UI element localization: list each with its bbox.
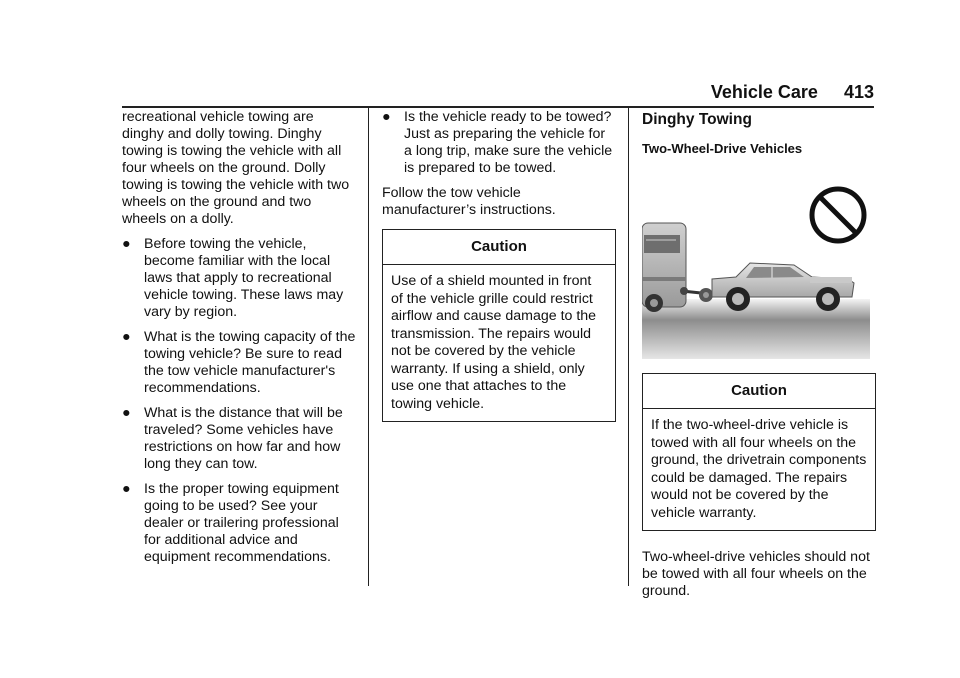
rv-icon (642, 223, 686, 312)
towing-illustration-svg (642, 179, 870, 359)
section-heading: Dinghy Towing (642, 111, 752, 128)
bullet-marker: ● (122, 236, 131, 252)
bullet-marker: ● (122, 329, 131, 345)
prohibited-icon (812, 189, 864, 241)
bullet-item (122, 236, 356, 321)
bullet-marker: ● (122, 405, 131, 421)
header-rule (122, 106, 874, 108)
page-number: 413 (843, 82, 874, 102)
bullet-text: Is the vehicle ready to be towed? Just as preparing the vehicle for a long trip, make sure the vehicle is prepared to be towed. (404, 109, 613, 176)
caution-box (642, 373, 876, 531)
caution-body: Use of a shield mounted in front of the vehicle grille could restrict airflow and cause damage to the transmission. The repairs would not be covered by the vehicle warranty. If using a shield, only use one that attaches to the towing vehicle. (391, 273, 597, 412)
bullet-item (122, 329, 356, 397)
bullet-marker: ● (122, 481, 131, 497)
bullet-item (382, 109, 616, 177)
intro-paragraph: recreational vehicle towing are dinghy and dolly towing. Dinghy towing is towing the vehicle with all four wheels on the ground. Dolly towing is towing the vehicle with two wheels on the ground and two wheels on a dolly. (122, 109, 350, 227)
section-title: Vehicle Care (710, 82, 818, 102)
bullet-text: What is the towing capacity of the towing vehicle? Be sure to read the tow vehicle manufacturer's recommendations. (144, 329, 356, 396)
paragraph: Two-wheel-drive vehicles should not be towed with all four wheels on the ground. (642, 549, 870, 599)
towing-illustration (642, 179, 870, 359)
bullet-text: What is the distance that will be traveled? Some vehicles have restrictions on how far and how long they can tow. (144, 405, 343, 472)
column-divider (368, 106, 369, 586)
bullet-marker: ● (382, 109, 391, 125)
column-2 (382, 109, 616, 422)
bullet-item (122, 405, 356, 473)
page-header (711, 82, 874, 103)
paragraph: Follow the tow vehicle manufacturer’s instructions. (382, 185, 556, 218)
column-3 (642, 109, 876, 608)
column-divider (628, 106, 629, 586)
caution-title: Caution (643, 374, 875, 409)
caution-box (382, 229, 616, 422)
bullet-item (122, 481, 356, 566)
bullet-text: Before towing the vehicle, become familiar with the local laws that apply to recreational vehicle towing. These laws may vary by region. (144, 236, 344, 320)
bullet-text: Is the proper towing equipment going to be used? See your dealer or trailering professional for additional advice and equipment recommendations. (144, 481, 339, 565)
subsection-heading: Two-Wheel-Drive Vehicles (642, 141, 803, 156)
column-1 (122, 109, 356, 574)
caution-body: If the two-wheel-drive vehicle is towed with all four wheels on the ground, the drivetrain components could be damaged. The repairs would not be covered by the vehicle warranty. (651, 417, 867, 521)
caution-title: Caution (383, 230, 615, 265)
